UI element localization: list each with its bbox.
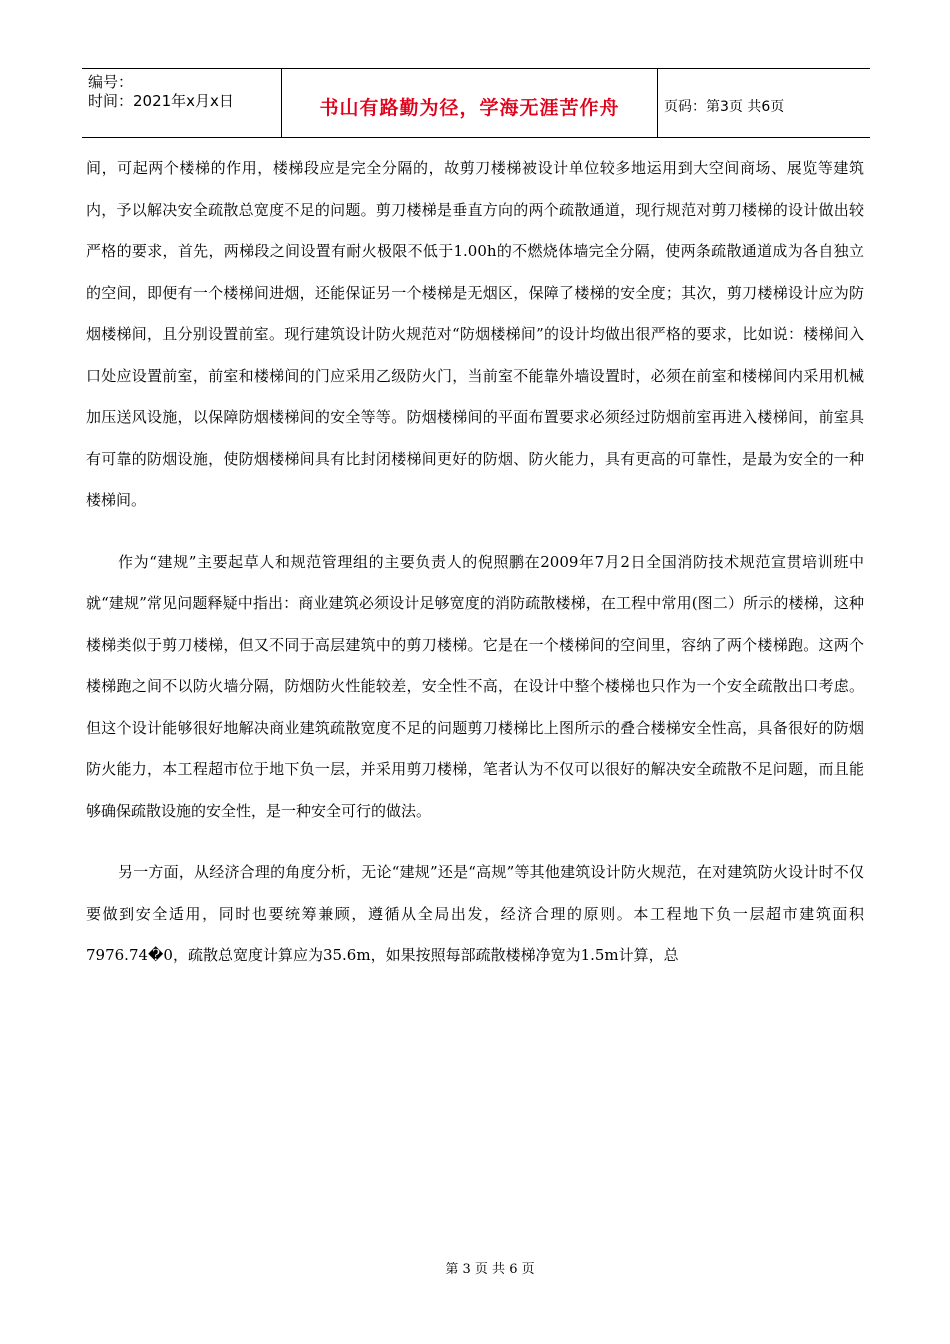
body-paragraph-1: 间，可起两个楼梯的作用，楼梯段应是完全分隔的，故剪刀楼梯被设计单位较多地运用到大空间商场、展览等建筑内，予以解决安全疏散总宽度不足的问题。剪刀楼梯是垂直方向的两个疏散通道，现行规范对剪刀楼梯的设计做出较严格的要求，首先，两梯段之间设置有耐火极限不低于1.00h的不燃烧体墙完全分隔，使两条疏散通道成为各自独立的空间，即便有一个楼梯间进烟，还能保证另一个楼梯是无烟区，保障了楼梯的安全度；其次，剪刀楼梯设计应为防烟楼梯间，且分别设置前室。现行建筑设计防火规范对“防烟楼梯间”的设计均做出很严格的要求，比如说：楼梯间入口处应设置前室，前室和楼梯间的门应采用乙级防火门，当前室不能靠外墙设置时，必须在前室和楼梯间内采用机械加压送风设施，以保障防烟楼梯间的安全等等。防烟楼梯间的平面布置要求必须经过防烟前室再进入楼梯间，前室具有可靠的防烟设施，使防烟楼梯间具有比封闭楼梯间更好的防烟、防火能力，具有更高的可靠性，是最为安全的一种楼梯间。 bbox=[86, 159, 864, 509]
body-paragraph-3: 另一方面，从经济合理的角度分析，无论“建规”还是“高规”等其他建筑设计防火规范，在对建筑防火设计时不仅要做到安全适用，同时也要统筹兼顾，遵循从全局出发，经济合理的原则。本工程地下负一层超市建筑面积7976.74�0，疏散总宽度计算应为35.6m，如果按照每部疏散楼梯净宽为1.5m计算，总 bbox=[86, 863, 864, 964]
header-page-info: 页码：第3页 共6页 bbox=[664, 99, 785, 115]
header-meta bbox=[82, 69, 282, 137]
header-motto: 书山有路勤为径，学海无涯苦作舟 bbox=[282, 69, 658, 137]
page-header bbox=[82, 68, 870, 138]
document-date: 时间：2021年x月x日 bbox=[88, 92, 234, 110]
document-number-label: 编号： bbox=[88, 73, 134, 91]
body-paragraph-2: 作为“建规”主要起草人和规范管理组的主要负责人的倪照鹏在2009年7月2日全国消防技术规范宣贯培训班中就“建规”常见问题释疑中指出：商业建筑必须设计足够宽度的消防疏散楼梯，在工程中常用(图二）所示的楼梯，这种楼梯类似于剪刀楼梯，但又不同于高层建筑中的剪刀楼梯。它是在一个楼梯间的空间里，容纳了两个楼梯跑。这两个楼梯跑之间不以防火墙分隔，防烟防火性能较差，安全性不高，在设计中整个楼梯也只作为一个安全疏散出口考虑。但这个设计能够很好地解决商业建筑疏散宽度不足的问题剪刀楼梯比上图所示的叠合楼梯安全性高，具备很好的防烟防火能力，本工程超市位于地下负一层，并采用剪刀楼梯，笔者认为不仅可以很好的解决安全疏散不足问题，而且能够确保疏散设施的安全性，是一种安全可行的做法。 bbox=[86, 552, 864, 820]
document-body bbox=[86, 148, 864, 977]
page-footer: 第 3 页 共 6 页 bbox=[445, 1262, 535, 1277]
